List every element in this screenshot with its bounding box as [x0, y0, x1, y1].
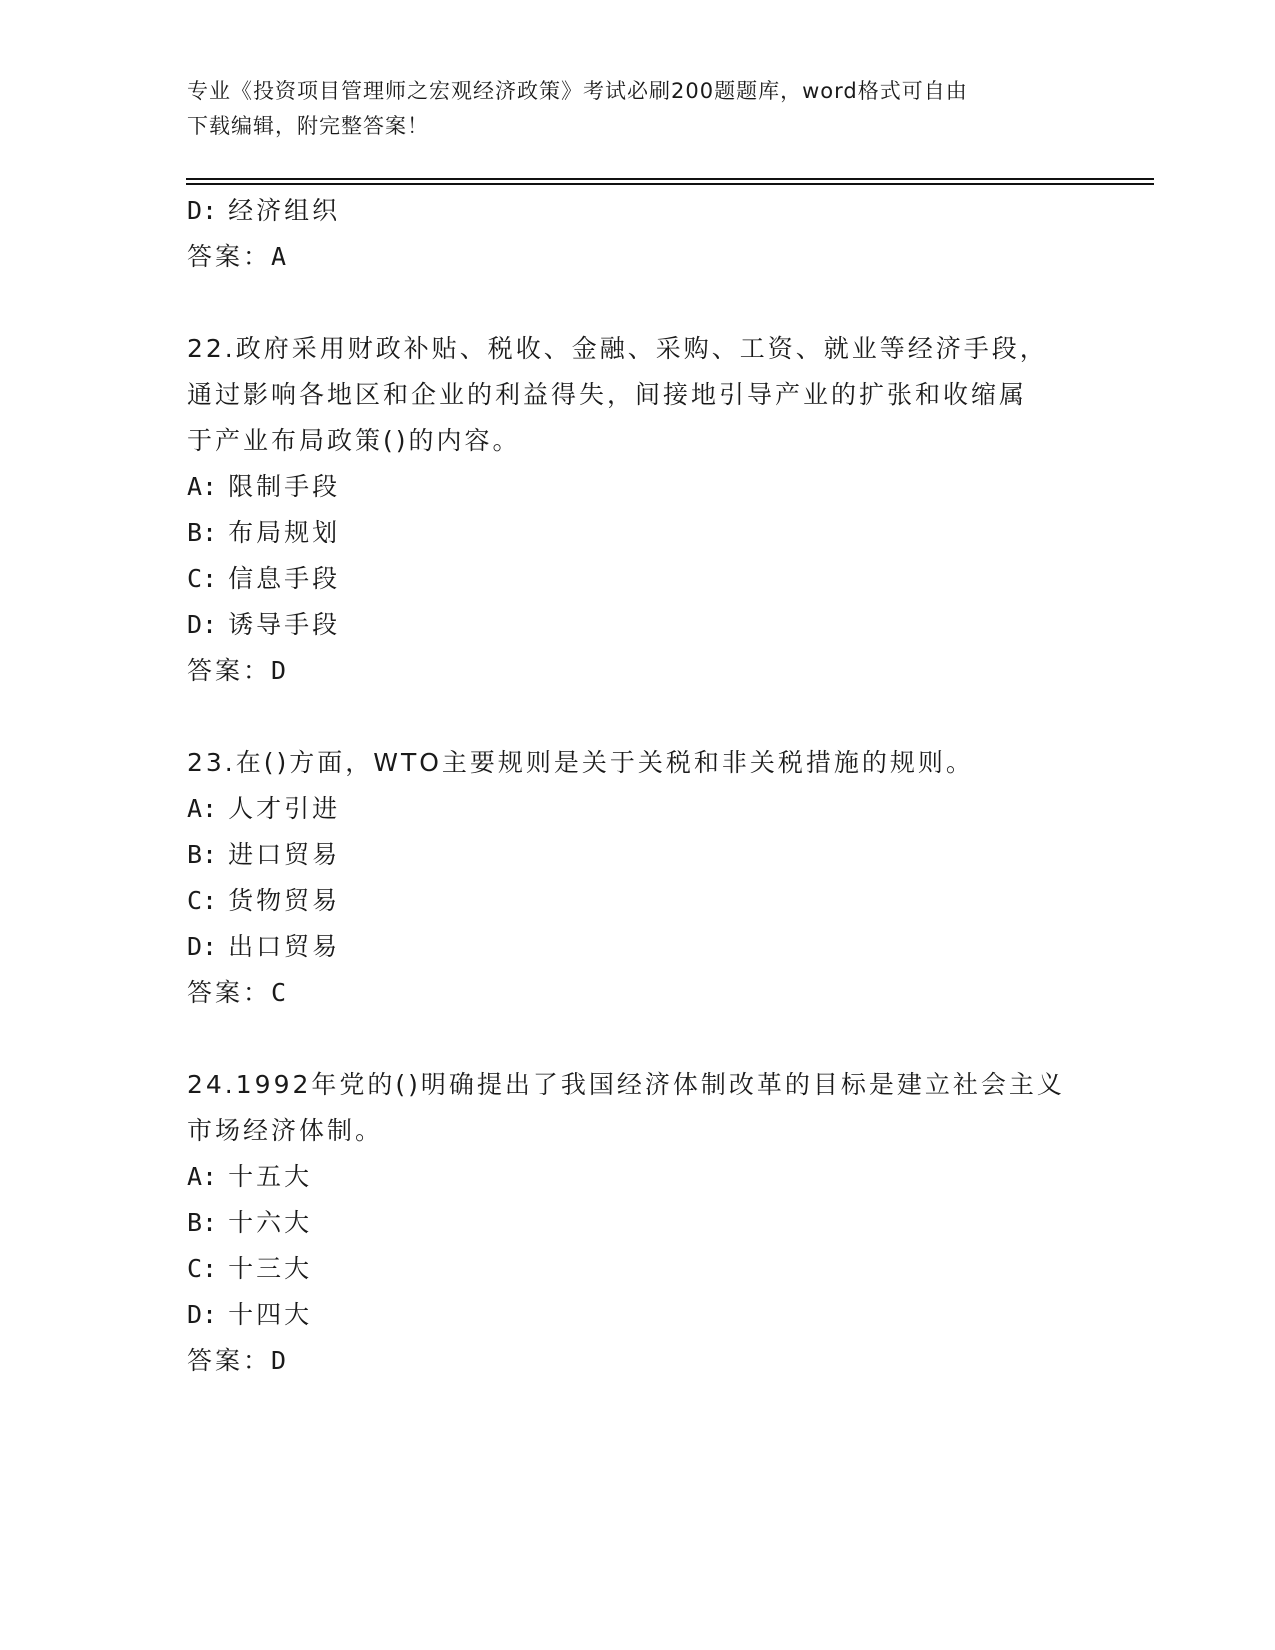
answer-label: 答案： [187, 978, 272, 1007]
answer [187, 1338, 1087, 1384]
answer-label: 答案： [187, 656, 272, 685]
option-key: A: [187, 472, 218, 501]
question-text-line: 于产业布局政策()的内容。 [187, 426, 521, 455]
option-key: D: [187, 610, 218, 639]
question-content [187, 188, 1087, 1384]
option-a [187, 786, 1087, 832]
answer-value: D [271, 656, 290, 685]
question-text-line: 通过影响各地区和企业的利益得失，间接地引导产业的扩张和收缩属 [187, 380, 1028, 409]
document-header [187, 74, 1067, 144]
answer-label: 答案： [187, 1346, 272, 1375]
option-text: 限制手段 [228, 472, 341, 501]
option-d [187, 1292, 1087, 1338]
answer-value: D [271, 1346, 290, 1375]
prev-answer [187, 234, 1087, 280]
option-key: A: [187, 1162, 218, 1191]
answer-value: C [271, 978, 290, 1007]
option-key: A: [187, 794, 218, 823]
header-line-1: 专业《投资项目管理师之宏观经济政策》考试必刷200题题库，word格式可自由 [187, 79, 968, 103]
question-22 [187, 326, 1087, 694]
option-text: 十五大 [228, 1162, 313, 1191]
prev-option-d [187, 188, 1087, 234]
option-c [187, 878, 1087, 924]
question-24 [187, 1062, 1087, 1384]
option-c [187, 1246, 1087, 1292]
question-text-line: 22.政府采用财政补贴、税收、金融、采购、工资、就业等经济手段， [187, 334, 1048, 363]
option-text: 货物贸易 [228, 886, 341, 915]
option-b [187, 510, 1087, 556]
option-key: B: [187, 518, 218, 547]
header-line-2: 下载编辑，附完整答案！ [187, 114, 429, 138]
option-key: B: [187, 1208, 218, 1237]
option-key: C: [187, 1254, 218, 1283]
option-key: D: [187, 1300, 218, 1329]
option-c [187, 556, 1087, 602]
header-divider-top [186, 178, 1154, 180]
option-text: 出口贸易 [228, 932, 341, 961]
option-text: 信息手段 [228, 564, 341, 593]
option-key: B: [187, 840, 218, 869]
option-text: 诱导手段 [228, 610, 341, 639]
option-d [187, 602, 1087, 648]
option-text: 人才引进 [228, 794, 341, 823]
option-key: D: [187, 932, 218, 961]
option-key: C: [187, 564, 218, 593]
option-text: 经济组织 [228, 196, 341, 225]
answer-value: A [271, 242, 290, 271]
option-a [187, 464, 1087, 510]
answer [187, 648, 1087, 694]
option-d [187, 924, 1087, 970]
option-text: 十三大 [228, 1254, 313, 1283]
answer [187, 970, 1087, 1016]
option-key: C: [187, 886, 218, 915]
option-b [187, 1200, 1087, 1246]
option-text: 布局规划 [228, 518, 341, 547]
option-text: 十四大 [228, 1300, 313, 1329]
option-key: D: [187, 196, 218, 225]
option-b [187, 832, 1087, 878]
answer-label: 答案： [187, 242, 272, 271]
header-divider-bottom [186, 183, 1154, 185]
option-text: 十六大 [228, 1208, 313, 1237]
option-text: 进口贸易 [228, 840, 341, 869]
question-text-line: 24.1992年党的()明确提出了我国经济体制改革的目标是建立社会主义 [187, 1070, 1065, 1099]
question-text-line: 23.在()方面，WTO主要规则是关于关税和非关税措施的规则。 [187, 748, 974, 777]
question-23 [187, 740, 1087, 1016]
option-a [187, 1154, 1087, 1200]
question-text-line: 市场经济体制。 [187, 1116, 384, 1145]
